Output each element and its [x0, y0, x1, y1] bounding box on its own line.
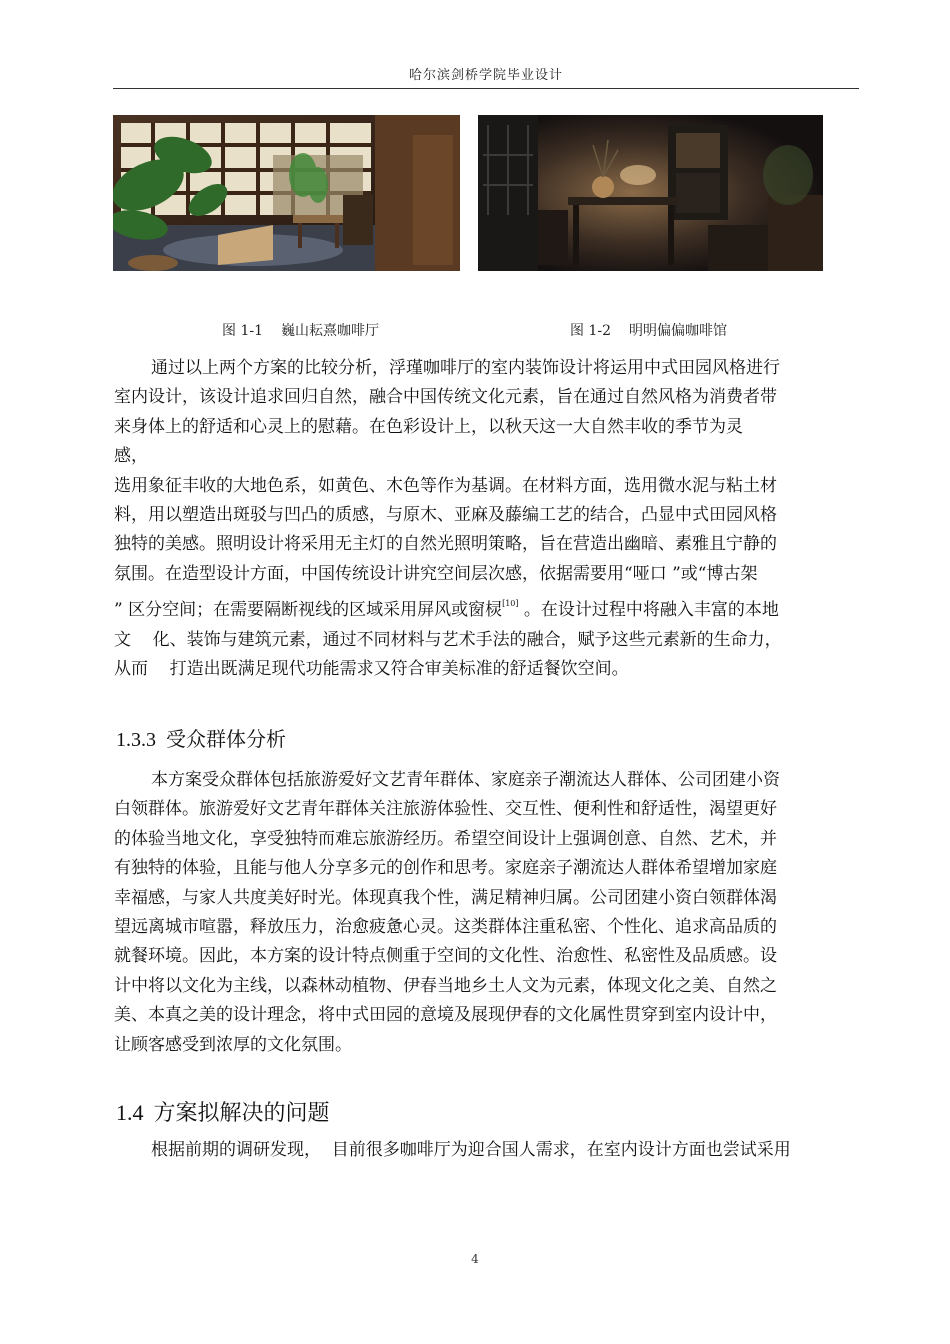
- text-line: 美、本真之美的设计理念，将中式田园的意境及展现伊春的文化属性贯穿到室内设计中，: [114, 1005, 777, 1026]
- text-line: 让顾客感受到浓厚的文化氛围。: [114, 1034, 352, 1055]
- text-line: 幸福感，与家人共度美好时光。体现真我个性，满足精神归属。公司团建小资白领群体渴: [114, 887, 777, 908]
- text-line: 就餐环境。因此，本方案的设计特点侧重于空间的文化性、治愈性、私密性及品质感。设: [114, 946, 777, 967]
- citation-reference: [10]: [502, 599, 519, 609]
- text-line: 氛围。在造型设计方面，中国传统设计讲究空间层次感，依据需要用“哑口 ”或“博古架: [114, 563, 758, 584]
- section-number: 1.3.3: [116, 729, 156, 751]
- paragraph-problems: [114, 1136, 862, 1165]
- text-line: 料，用以塑造出斑驳与凹凸的质感，与原木、亚麻及藤编工艺的结合，凸显中式田园风格: [114, 505, 777, 526]
- text-line: 文 化、装饰与建筑元素，通过不同材料与艺术手法的融合，赋予这些元素新的生命力，: [114, 629, 782, 650]
- figure-1-2-caption: [570, 320, 727, 340]
- section-title: 受众群体分析: [166, 729, 286, 751]
- section-title: 方案拟解决的问题: [153, 1100, 330, 1125]
- figure-title: 巍山耘熹咖啡厅: [281, 323, 379, 339]
- figure-1-1-photo: [113, 115, 460, 271]
- figure-1-2-photo: [478, 115, 823, 271]
- paragraph-style-analysis: [114, 354, 862, 684]
- text-line: 有独特的体验，且能与他人分享多元的创作和思考。家庭亲子潮流达人群体希望增加家庭: [114, 858, 777, 879]
- figure-number: 图 1-2: [570, 323, 611, 339]
- text-line: 根据前期的调研发现， 目前很多咖啡厅为迎合国人需求，在室内设计方面也尝试采用: [151, 1140, 791, 1160]
- running-header: 哈尔滨剑桥学院毕业设计: [408, 68, 563, 83]
- header-rule: [113, 88, 859, 89]
- text-segment: 。在设计过程中将融入丰富的本地: [518, 600, 779, 621]
- paragraph-audience-analysis: [114, 766, 862, 1060]
- text-line: 本方案受众群体包括旅游爱好文艺青年群体、家庭亲子潮流达人群体、公司团建小资: [151, 770, 780, 790]
- text-line: 选用象征丰收的大地色系，如黄色、木色等作为基调。在材料方面，选用微水泥与粘土材: [114, 475, 777, 496]
- section-heading-1-3-3: [116, 723, 286, 752]
- text-line: 来身体上的舒适和心灵上的慰藉。在色彩设计上，以秋天这一大自然丰收的季节为灵: [114, 416, 743, 437]
- text-line: 望远离城市喧嚣，释放压力，治愈疲惫心灵。这类群体注重私密、个性化、追求高品质的: [114, 917, 777, 938]
- text-line: 感，: [114, 446, 148, 467]
- text-line: 通过以上两个方案的比较分析，浮瑾咖啡厅的室内装饰设计将运用中式田园风格进行: [151, 358, 780, 378]
- text-line: 白领群体。旅游爱好文艺青年群体关注旅游体验性、交互性、便利性和舒适性，渴望更好: [114, 799, 777, 820]
- text-line: 计中将以文化为主线，以森林动植物、伊春当地乡土人文为元素，体现文化之美、自然之: [114, 975, 777, 996]
- figure-title: 明明偏偏咖啡馆: [629, 323, 727, 339]
- text-line: 从而 打造出既满足现代功能需求又符合审美标准的舒适餐饮空间。: [114, 659, 629, 680]
- figure-number: 图 1-1: [222, 323, 263, 339]
- text-line: 独特的美感。照明设计将采用无主灯的自然光照明策略，旨在营造出幽暗、素雅且宁静的: [114, 534, 777, 555]
- figure-1-1-caption: [222, 320, 379, 340]
- page-number: 4: [471, 1252, 479, 1266]
- text-line-with-citation: [114, 589, 862, 625]
- text-line: 的体验当地文化，享受独特而难忘旅游经历。希望空间设计上强调创意、自然、艺术，并: [114, 828, 777, 849]
- text-segment: ” 区分空间；在需要隔断视线的区域采用屏风或窗棂: [114, 600, 503, 621]
- section-heading-1-4: [116, 1096, 330, 1127]
- section-number: 1.4: [116, 1100, 144, 1125]
- text-line: 室内设计，该设计追求回归自然，融合中国传统文化元素，旨在通过自然风格为消费者带: [114, 387, 777, 408]
